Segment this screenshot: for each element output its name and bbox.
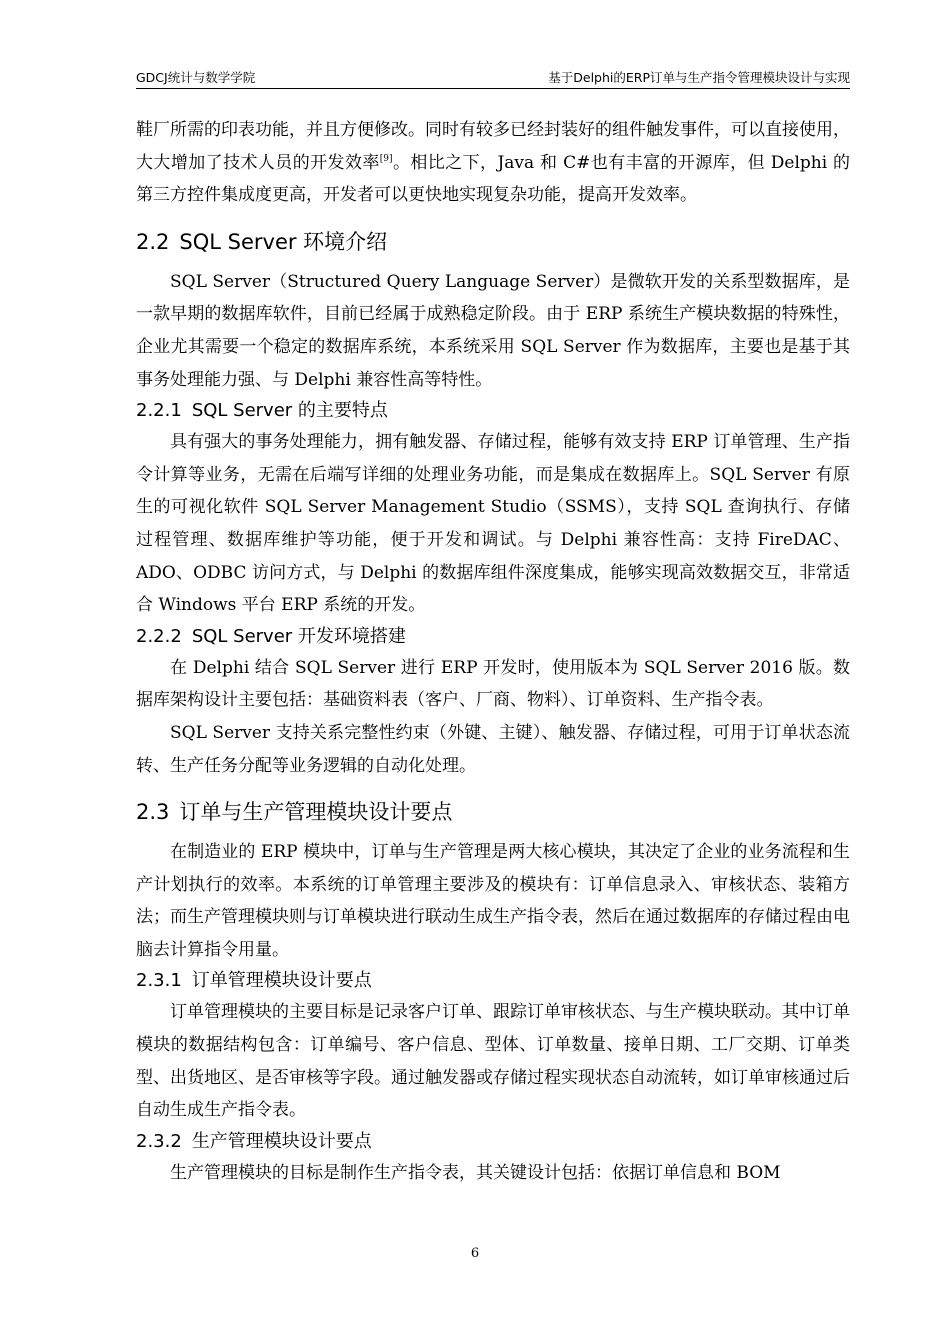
section-2-2-paragraph: SQL Server（Structured Query Language Server）是微软开发的关系型数据库，是一款早期的数据库软件，目前已经属于成熟稳定阶段。由于 ERP 系统生产模块数据的特殊性，企业尤其需要一个稳定的数据库系统，本系统采用 SQL Server 作为数据库，主要也是基于其事务处理能力强、与 Delphi 兼容性高等特性。 <box>136 271 850 390</box>
section-2-2-1-heading: 2.2.1 SQL Server 的主要特点 <box>136 400 388 422</box>
section-2-3-paragraph: 在制造业的 ERP 模块中，订单与生产管理是两大核心模块，其决定了企业的业务流程和生产计划执行的效率。本系统的订单管理主要涉及的模块有：订单信息录入、审核状态、装箱方法；而生产管理模块则与订单模块进行联动生成生产指令表，然后在通过数据库的存储过程由电脑去计算指令用量。 <box>136 842 850 960</box>
page-number: 6 <box>470 1246 480 1261</box>
section-2-2-2-heading: 2.2.2 SQL Server 开发环境搭建 <box>136 625 406 647</box>
page-body <box>136 114 850 1189</box>
header-institution: GDCJ统计与数学学院 <box>136 70 256 85</box>
header-rule <box>136 88 850 89</box>
section-2-2-2-paragraph-1: 在 Delphi 结合 SQL Server 进行 ERP 开发时，使用版本为 SQL Server 2016 版。数据库架构设计主要包括：基础资料表（客户、厂商、物料）、订单资料、生产指令表。 <box>136 657 850 711</box>
section-2-2-2-paragraph-2: SQL Server 支持关系完整性约束（外键、主键）、触发器、存储过程，可用于订单状态流转、生产任务分配等业务逻辑的自动化处理。 <box>136 722 850 776</box>
section-2-3-2-paragraph: 生产管理模块的目标是制作生产指令表，其关键设计包括：依据订单信息和 BOM <box>170 1162 781 1183</box>
running-header <box>136 66 850 88</box>
section-2-2-1-paragraph: 具有强大的事务处理能力，拥有触发器、存储过程，能够有效支持 ERP 订单管理、生产指令计算等业务，无需在后端写详细的处理业务功能，而是集成在数据库上。SQL Server 有原生的可视化软件 SQL Server Management Studio（SSMS），支持 SQL 查询执行、存储过程管理、数据库维护等功能，便于开发和调试。与 Delphi 兼容性高：支持 FireDAC、ADO、ODBC 访问方式，与 Delphi 的数据库组件深度集成，能够实现高效数据交互，非常适合 Windows 平台 ERP 系统的开发。 <box>136 432 850 616</box>
section-2-3-1-paragraph: 订单管理模块的主要目标是记录客户订单、跟踪订单审核状态、与生产模块联动。其中订单模块的数据结构包含：订单编号、客户信息、型体、订单数量、接单日期、工厂交期、订单类型、出货地区、是否审核等字段。通过触发器或存储过程实现状态自动流转，如订单审核通过后自动生成生产指令表。 <box>136 1002 850 1121</box>
citation: [9] <box>379 153 393 164</box>
intro-paragraph: 鞋厂所需的印表功能，并且方便修改。同时有较多已经封装好的组件触发事件，可以直接使用，大大增加了技术人员的开发效率[9]。相比之下，Java 和 C#也有丰富的开源库，但 Delphi 的第三方控件集成度更高，开发者可以更快地实现复杂功能，提高开发效率。 <box>136 120 851 206</box>
section-2-3-heading: 2.3 订单与生产管理模块设计要点 <box>136 800 453 825</box>
section-2-3-2-heading: 2.3.2 生产管理模块设计要点 <box>136 1130 372 1152</box>
section-2-3-1-heading: 2.3.1 订单管理模块设计要点 <box>136 970 372 992</box>
header-thesis-title: 基于Delphi的ERP订单与生产指令管理模块设计与实现 <box>548 70 850 85</box>
section-2-2-heading: 2.2 SQL Server 环境介绍 <box>136 229 388 254</box>
